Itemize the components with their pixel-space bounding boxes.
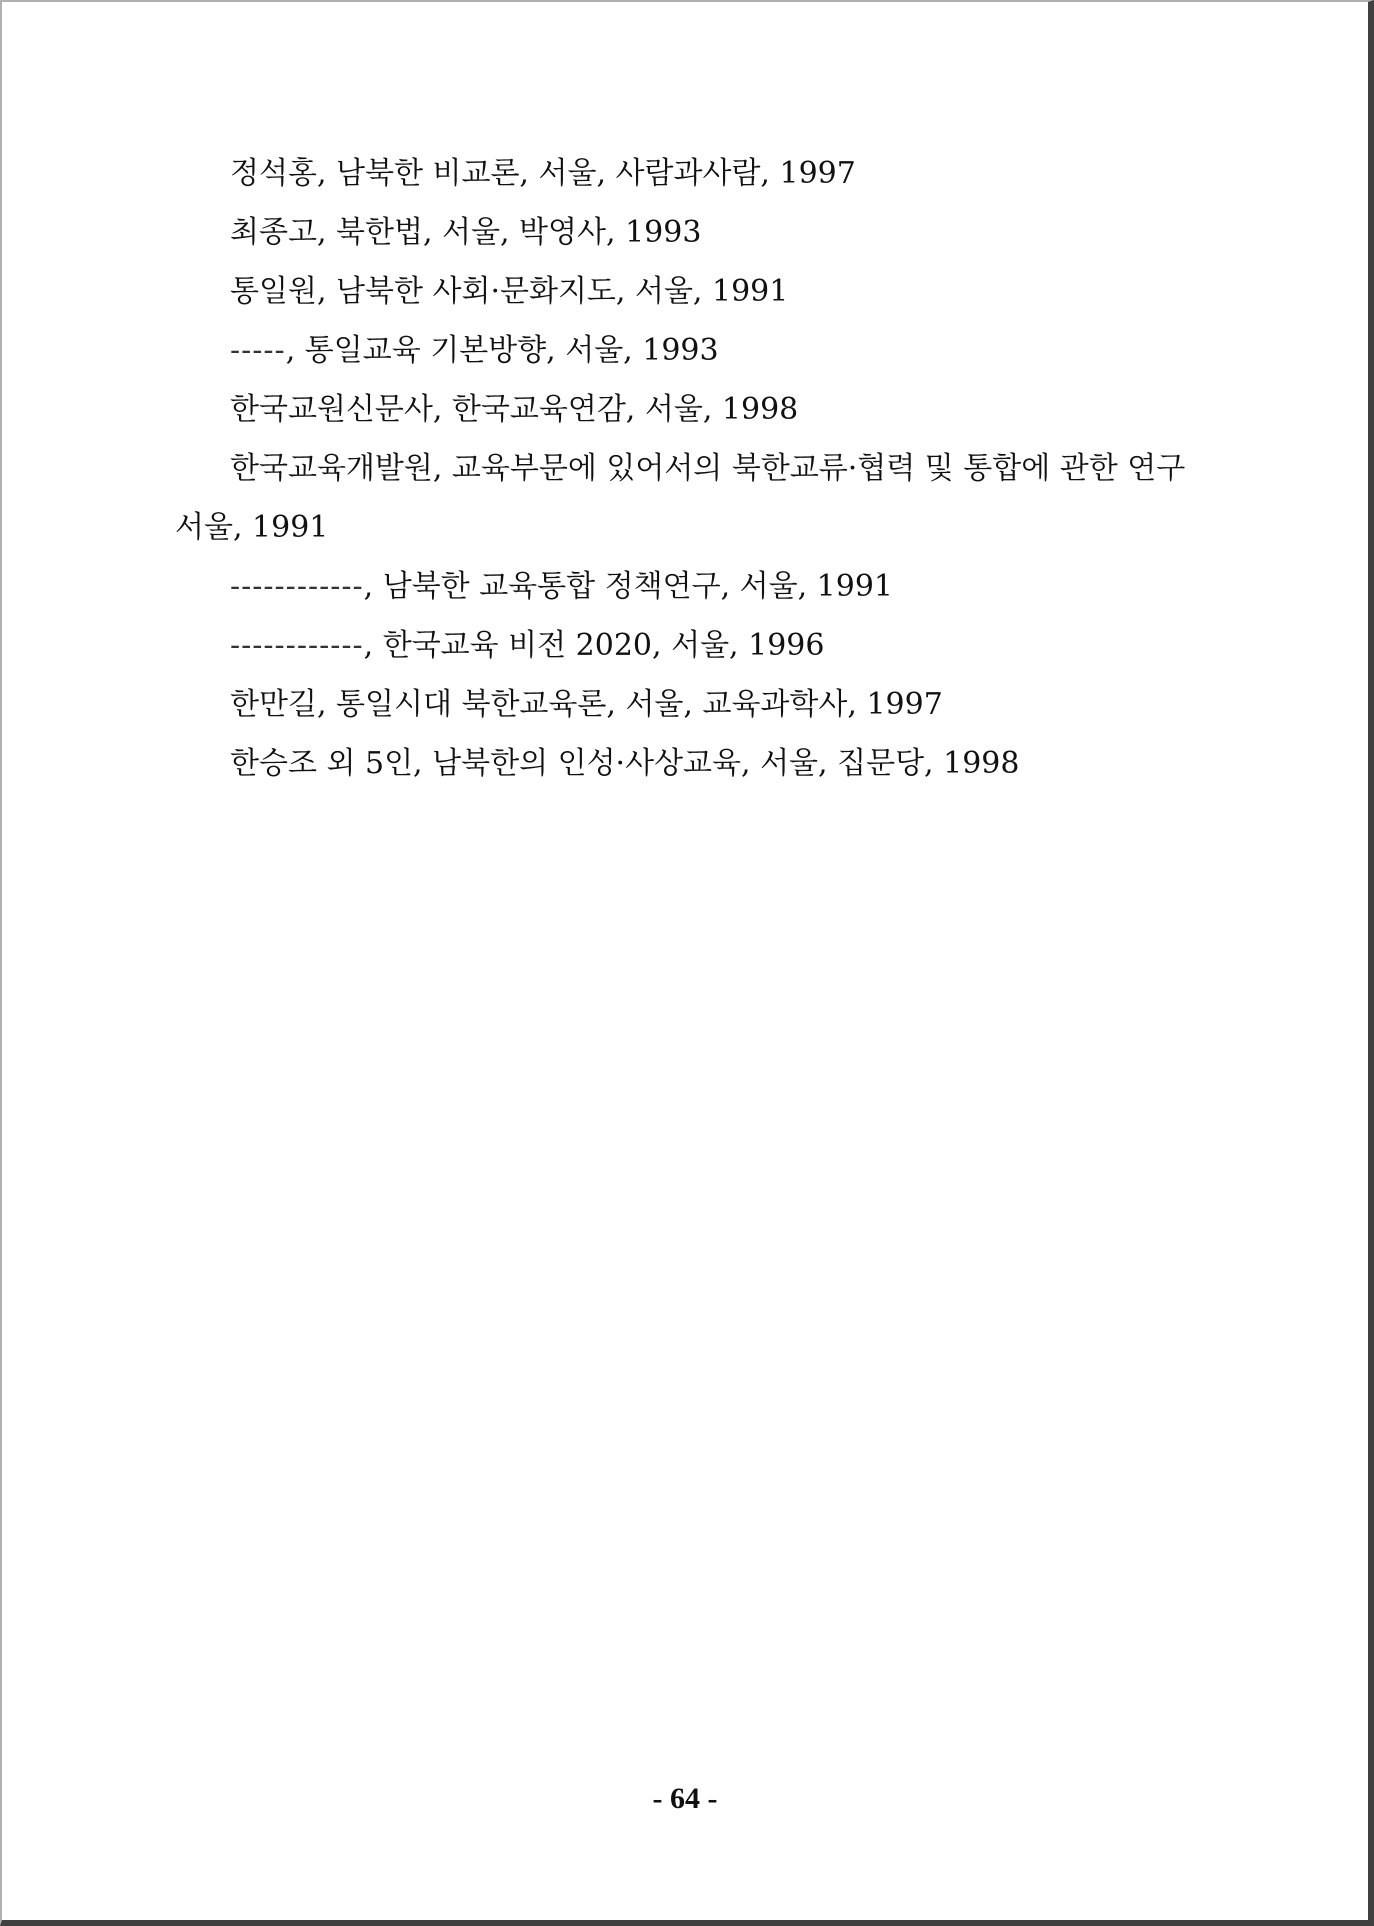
- reference-item: [2, 380, 1368, 439]
- reference-text: 한승조 외 5인, 남북한의 인성·사상교육, 서울, 집문당, 1998: [230, 746, 1020, 781]
- reference-text: 통일원, 남북한 사회·문화지도, 서울, 1991: [230, 274, 789, 309]
- reference-item: [2, 675, 1368, 734]
- reference-item: [2, 734, 1368, 793]
- reference-continuation: [2, 498, 1368, 557]
- ditto-dash: ------------: [230, 569, 364, 604]
- reference-item: [2, 557, 1368, 616]
- ditto-dash: -----: [230, 333, 286, 368]
- reference-item: [2, 144, 1368, 203]
- reference-text: 최종고, 북한법, 서울, 박영사, 1993: [230, 215, 702, 250]
- reference-text: , 남북한 교육통합 정책연구, 서울, 1991: [363, 569, 894, 604]
- reference-text: 서울, 1991: [175, 510, 329, 545]
- reference-list: [2, 144, 1368, 793]
- reference-item: [2, 439, 1368, 498]
- reference-text: 정석홍, 남북한 비교론, 서울, 사람과사람, 1997: [230, 156, 856, 191]
- reference-item: [2, 321, 1368, 380]
- reference-text: 한국교육개발원, 교육부문에 있어서의 북한교류·협력 및 통합에 관한 연구: [230, 451, 1186, 486]
- ditto-dash: ------------: [230, 628, 364, 663]
- page-number: - 64 -: [652, 1782, 718, 1815]
- reference-text: 한만길, 통일시대 북한교육론, 서울, 교육과학사, 1997: [230, 687, 943, 722]
- reference-text: 한국교원신문사, 한국교육연감, 서울, 1998: [230, 392, 799, 427]
- reference-item: [2, 203, 1368, 262]
- reference-item: [2, 262, 1368, 321]
- reference-text: , 통일교육 기본방향, 서울, 1993: [285, 333, 719, 368]
- reference-text: , 한국교육 비전 2020, 서울, 1996: [363, 628, 825, 663]
- reference-item: [2, 616, 1368, 675]
